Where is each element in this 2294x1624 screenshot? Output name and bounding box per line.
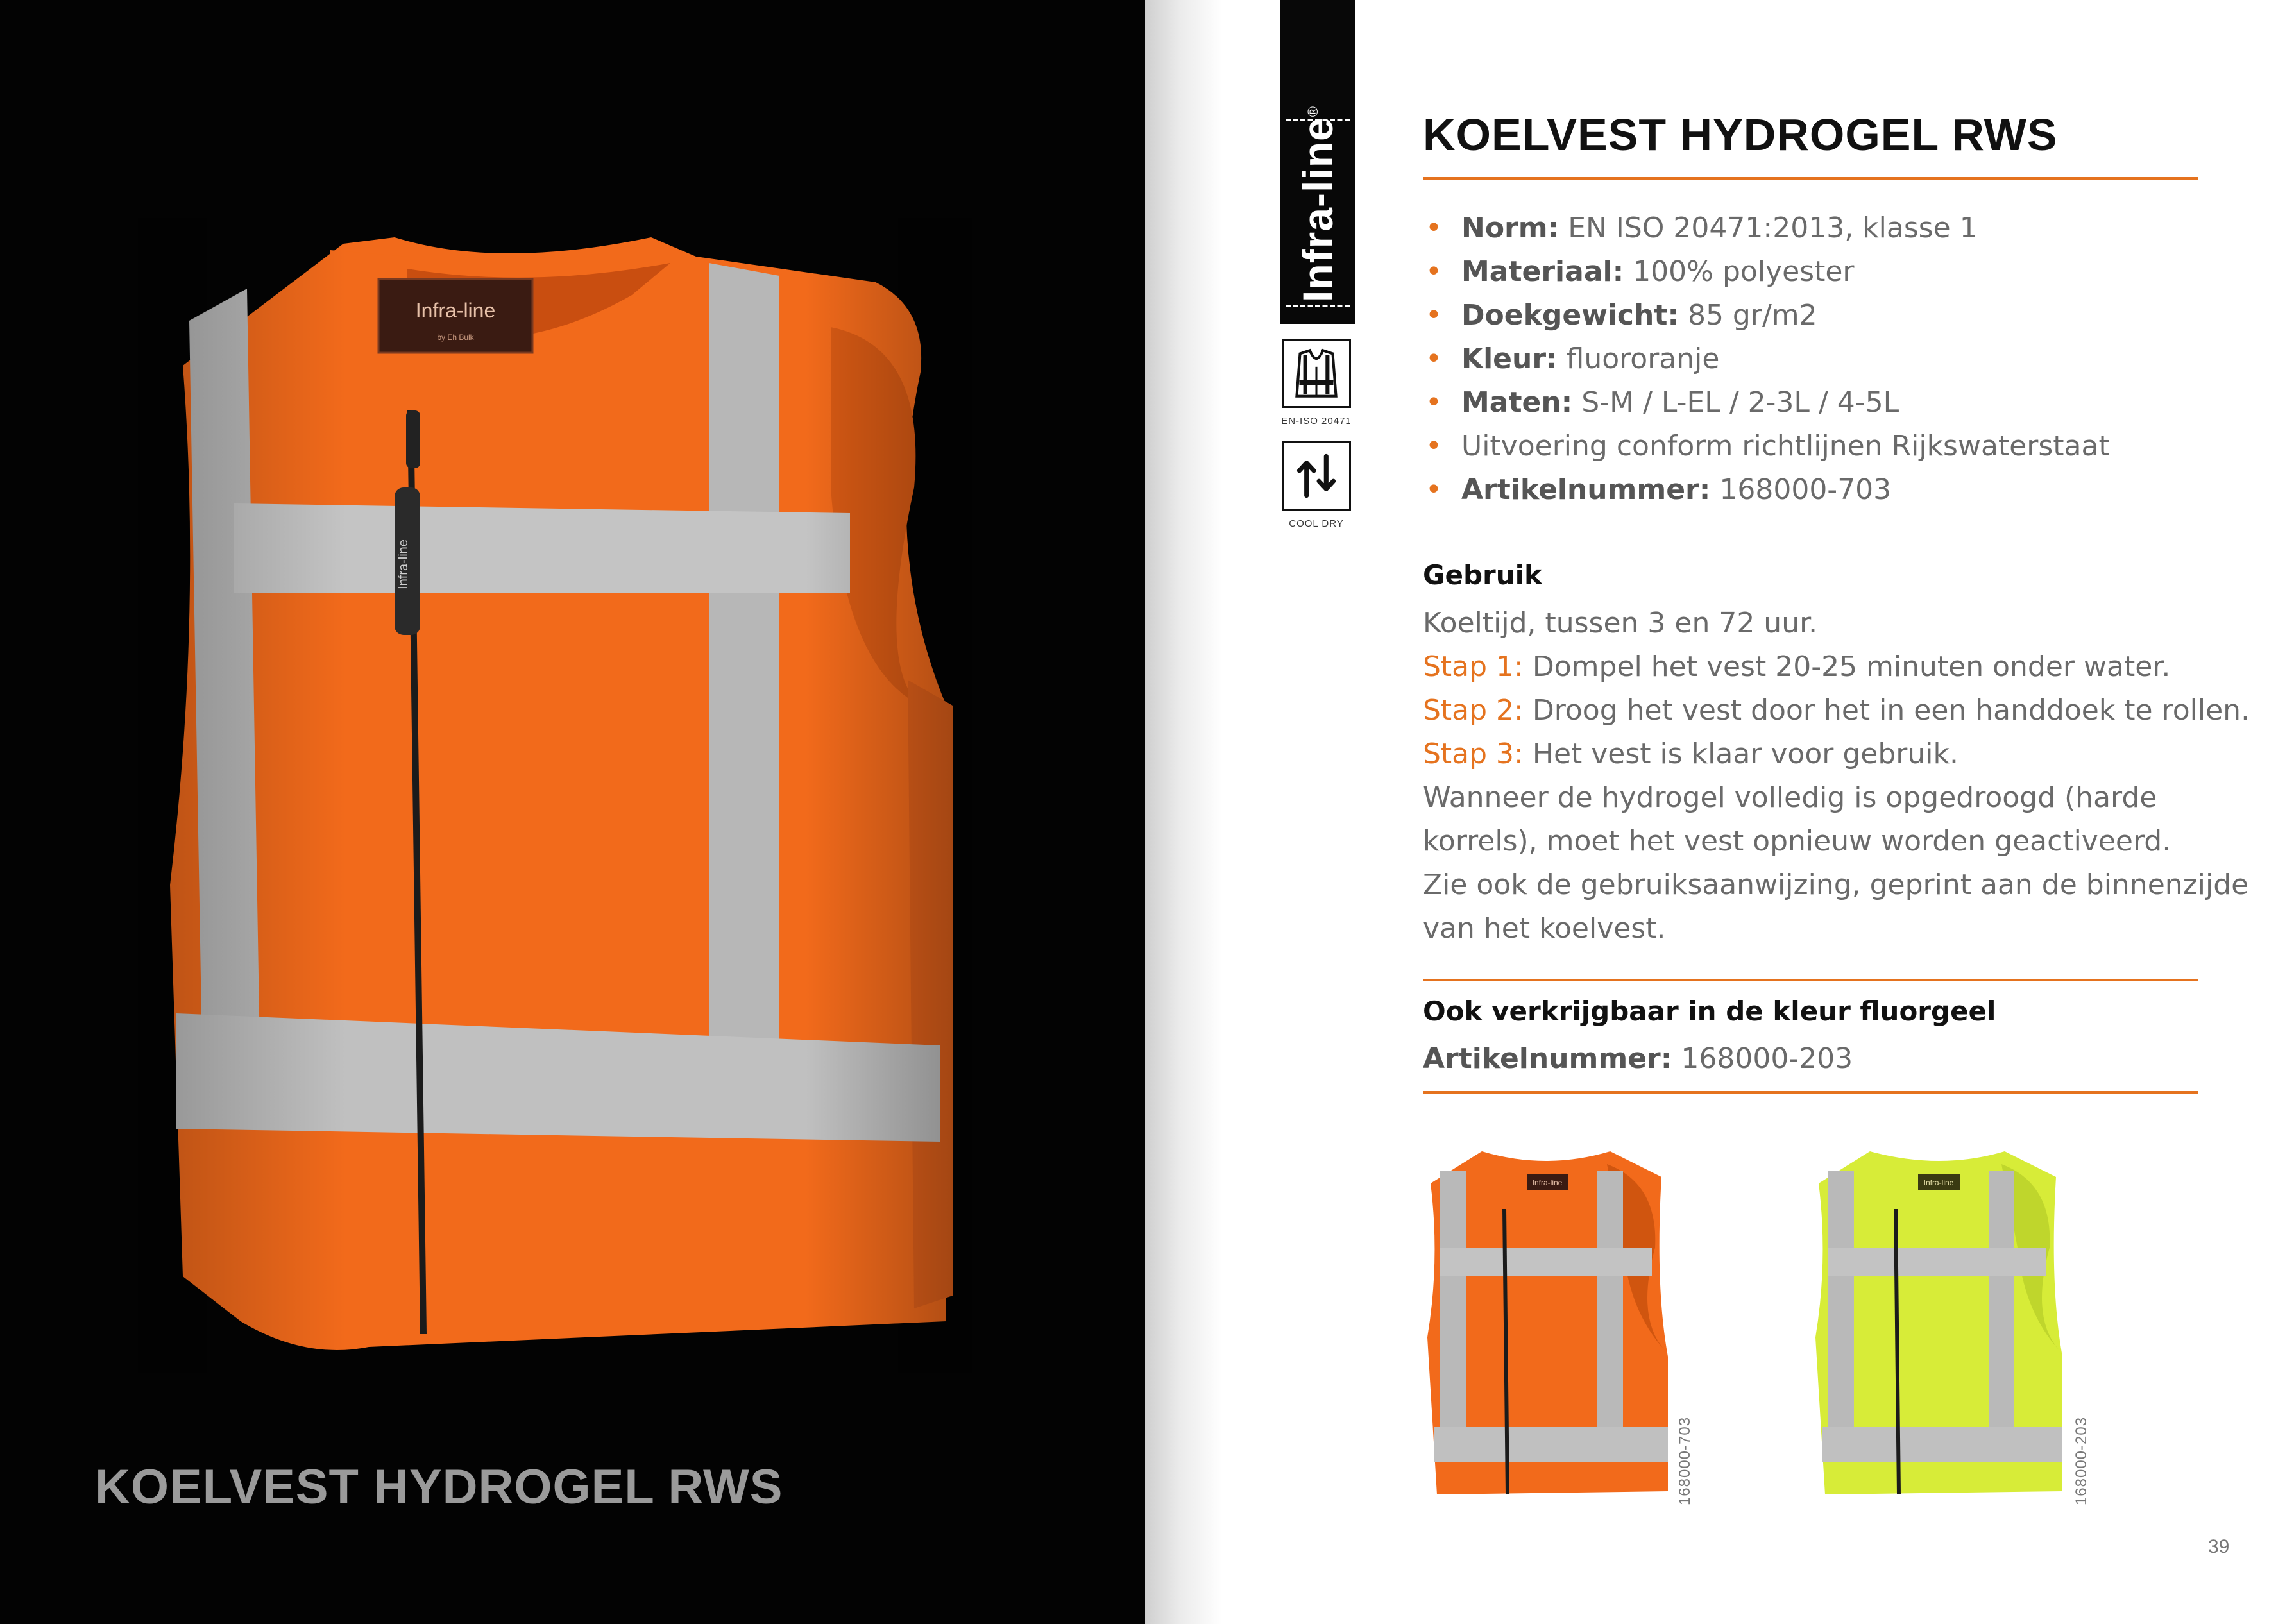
page-number: 39 xyxy=(2208,1536,2230,1557)
variant-code-orange: 168000-703 xyxy=(1676,1416,1694,1506)
brand-dash xyxy=(1286,305,1350,307)
brand-strip xyxy=(1280,0,1355,324)
variant-code-yellow: 168000-203 xyxy=(2073,1416,2090,1506)
orange-vest-photo xyxy=(138,218,972,1373)
orange-vest-thumbnail xyxy=(1418,1145,1674,1504)
page-gutter xyxy=(1145,0,1222,1624)
usage-note-line: korrels), moet het vest opnieuw worden geactiveerd. xyxy=(1423,825,2171,858)
spec-kleur: • Kleur: fluororanje xyxy=(1423,337,2212,381)
usage-step-1: Stap 1: Dompel het vest 20-25 minuten onder water. xyxy=(1423,650,2171,683)
alternative-heading: Ook verkrijgbaar in de kleur fluorgeel xyxy=(1423,995,1996,1027)
left-page xyxy=(0,0,1145,1624)
thumb-label: Infra-line xyxy=(1923,1178,1954,1187)
spec-list xyxy=(1423,207,2212,512)
cert-label-cool-dry: COOL DRY xyxy=(1289,518,1344,529)
usage-intro: Koeltijd, tussen 3 en 72 uur. xyxy=(1423,607,1818,639)
cert-label-en-iso: EN-ISO 20471 xyxy=(1281,416,1352,427)
usage-step-2: Stap 2: Droog het vest door het in een handdoek te rollen. xyxy=(1423,694,2250,727)
divider-line xyxy=(1423,177,2198,180)
left-page-title: KOELVEST HYDROGEL RWS xyxy=(95,1460,783,1514)
spec-uitvoering: • Uitvoering conform richtlijnen Rijkswaterstaat xyxy=(1423,425,2212,468)
spec-norm: • Norm: EN ISO 20471:2013, klasse 1 xyxy=(1423,207,2212,250)
product-title: KOELVEST HYDROGEL RWS xyxy=(1423,110,2058,160)
usage-note-line: van het koelvest. xyxy=(1423,912,1666,945)
brand-logo: Infra-line® xyxy=(1294,106,1341,302)
cool-dry-arrows-icon xyxy=(1282,441,1351,511)
alternative-article-number: Artikelnummer: 168000-203 xyxy=(1423,1042,1853,1075)
yellow-vest-thumbnail xyxy=(1806,1145,2075,1504)
spec-artikelnummer: • Artikelnummer: 168000-703 xyxy=(1423,468,2212,512)
spec-maten: • Maten: S-M / L-EL / 2-3L / 4-5L xyxy=(1423,381,2212,425)
usage-note-line: Zie ook de gebruiksaanwijzing, geprint aan de binnenzijde xyxy=(1423,868,2249,901)
usage-text xyxy=(1423,602,2250,951)
divider-line xyxy=(1423,979,2198,981)
usage-heading: Gebruik xyxy=(1423,559,1542,591)
hi-vis-vest-icon xyxy=(1282,339,1351,408)
divider-line xyxy=(1423,1091,2198,1094)
usage-note-line: Wanneer de hydrogel volledig is opgedroogd (harde xyxy=(1423,781,2157,814)
thumb-label: Infra-line xyxy=(1532,1178,1563,1187)
usage-step-3: Stap 3: Het vest is klaar voor gebruik. xyxy=(1423,738,1958,770)
spec-doekgewicht: • Doekgewicht: 85 gr/m2 xyxy=(1423,294,2212,337)
spec-materiaal: • Materiaal: 100% polyester xyxy=(1423,250,2212,294)
